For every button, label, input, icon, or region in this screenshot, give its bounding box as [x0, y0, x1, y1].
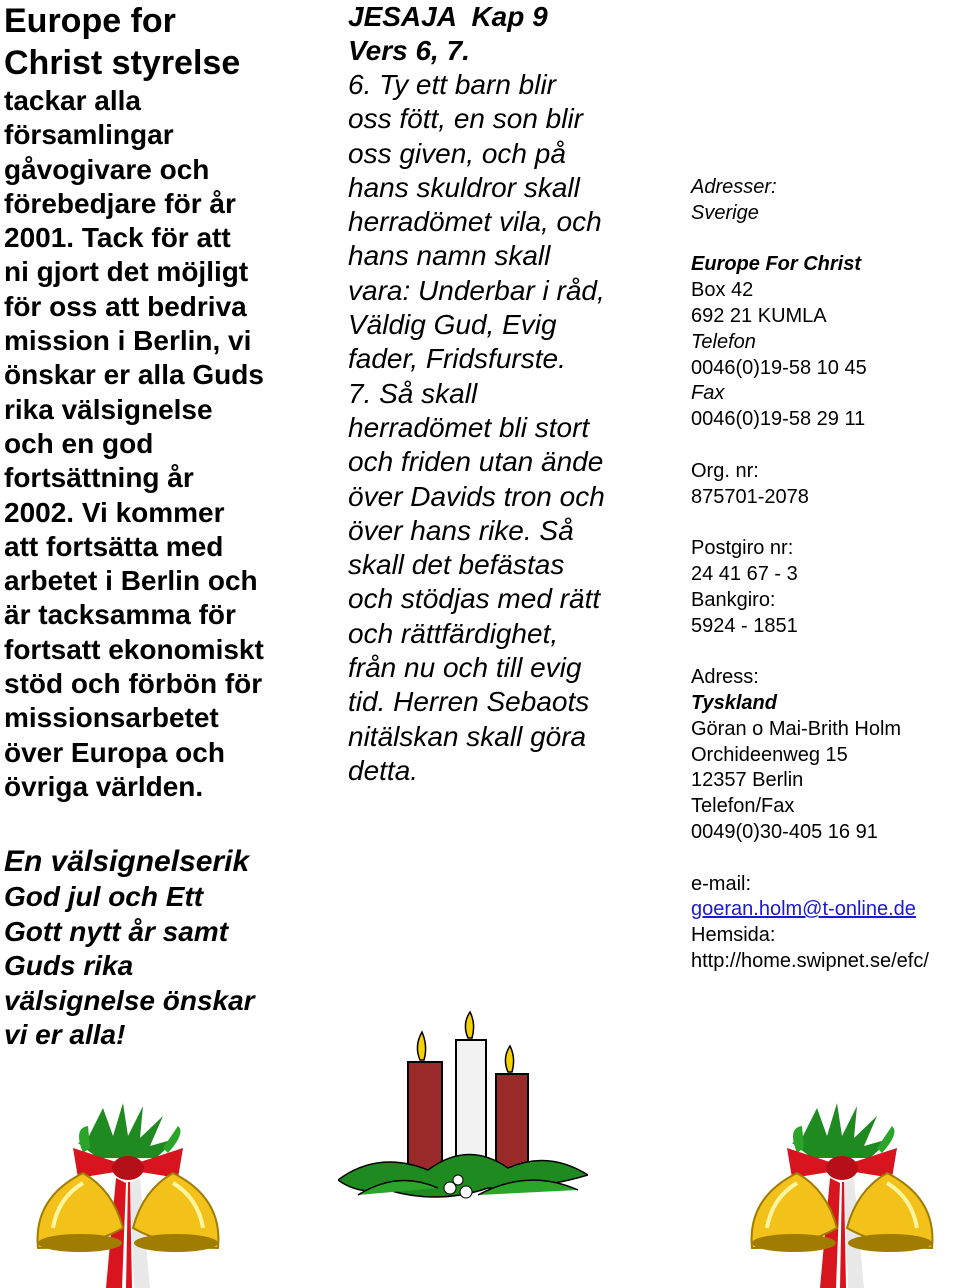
paragraph-line: 2002. Vi kommer [4, 496, 225, 528]
fax-label: Fax [691, 382, 725, 405]
address-column [691, 175, 960, 975]
paragraph-line: stöd och förbön för [4, 668, 263, 700]
verse-line: och stödjas med rätt [348, 583, 601, 615]
verse-line: herradömet vila, och [348, 206, 602, 238]
greeting-line: vi er alla! [4, 1019, 126, 1051]
org-number-label: Org. nr: [691, 459, 759, 482]
verse-line: herradömet bli stort [348, 411, 590, 443]
addresses-label: Adresser: [691, 176, 777, 198]
paragraph-line: över Europa och [4, 736, 225, 768]
verse-line: 6. Ty ett barn blir [348, 69, 557, 100]
blessing-heading: En välsignelserik [4, 845, 250, 879]
christmas-greeting [4, 880, 304, 1053]
verse-line: 7. Så skall [348, 377, 478, 409]
verse-line: Väldig Gud, Evig [348, 309, 557, 341]
email-label: e-mail: [691, 872, 752, 895]
paragraph-line: för oss att bedriva [4, 290, 247, 322]
verse-line: och friden utan ände [348, 446, 604, 478]
board-title [4, 0, 304, 84]
org-number: 875701-2078 [691, 485, 809, 508]
title-line: Europe for [4, 2, 176, 40]
verse-line: fader, Fridsfurste. [348, 343, 566, 375]
paragraph-line: önskar er alla Guds [4, 359, 264, 391]
postgiro-label: Postgiro nr: [691, 537, 794, 560]
greeting-line: God jul och Ett [4, 881, 204, 913]
christmas-bells-right-icon [742, 1098, 942, 1288]
verse-line: och rättfärdighet, [348, 617, 559, 649]
verse-line: vara: Underbar i råd, [348, 274, 605, 306]
address-label: Adress: [691, 666, 759, 689]
verse-line: över Davids tron och [348, 480, 605, 512]
verse-line: hans skuldror skall [348, 171, 580, 203]
postgiro-number: 24 41 67 - 3 [691, 562, 798, 585]
paragraph-line: rika välsignelse [4, 393, 213, 425]
homepage-label: Hemsida: [691, 924, 776, 947]
paragraph-line: fortsatt ekonomiskt [4, 633, 264, 665]
paragraph-line: att fortsätta med [4, 530, 224, 562]
thanks-paragraph [4, 84, 304, 804]
paragraph-line: och en god [4, 427, 154, 459]
germany-label: Tyskland [691, 691, 777, 714]
paragraph-line: förebedjare för år [4, 187, 236, 219]
verse-line: hans namn skall [348, 240, 551, 272]
verse-line: oss given, och på [348, 137, 566, 169]
verse-line: skall det befästas [348, 549, 565, 581]
phone-number: 0046(0)19-58 10 45 [691, 356, 867, 379]
phonefax-number: 0049(0)30-405 16 91 [691, 820, 878, 843]
greeting-line: Guds rika [4, 950, 134, 982]
paragraph-line: fortsättning år [4, 462, 194, 494]
contact-name: Göran o Mai-Brith Holm [691, 717, 902, 740]
sweden-label: Sverige [691, 201, 759, 224]
city-address: 12357 Berlin [691, 769, 804, 792]
greeting-column [4, 0, 304, 1053]
verse-line: detta. [348, 754, 419, 786]
paragraph-line: 2001. Tack för att [4, 222, 231, 254]
advent-candles-icon [338, 1010, 588, 1210]
paragraph-line: mission i Berlin, vi [4, 325, 252, 357]
christmas-bells-left-icon [28, 1098, 228, 1288]
organization-name: Europe For Christ [691, 253, 862, 276]
phone-label: Telefon [691, 330, 756, 353]
fax-number: 0046(0)19-58 29 11 [691, 408, 866, 431]
bankgiro-number: 5924 - 1851 [691, 614, 798, 637]
paragraph-line: arbetet i Berlin och [4, 565, 258, 597]
paragraph-line: missionsarbetet [4, 702, 219, 734]
paragraph-line: övriga världen. [4, 770, 204, 802]
paragraph-line: församlingar [4, 119, 174, 151]
reference-line: JESAJA Kap 9 [348, 1, 548, 32]
bankgiro-label: Bankgiro: [691, 588, 776, 611]
scripture-reference [348, 0, 648, 68]
verse-line: oss fött, en son blir [348, 103, 584, 135]
box-address: Box 42 [691, 279, 754, 302]
verse-line: från nu och till evig [348, 652, 582, 684]
title-line: Christ styrelse [4, 44, 241, 82]
reference-line: Vers 6, 7. [348, 35, 470, 66]
homepage-url: http://home.swipnet.se/efc/ [691, 949, 929, 972]
street-address: Orchideenweg 15 [691, 743, 848, 766]
paragraph-line: ni gjort det möjligt [4, 256, 249, 288]
postal-address: 692 21 KUMLA [691, 304, 827, 327]
phonefax-label: Telefon/Fax [691, 795, 795, 818]
paragraph-line: är tacksamma för [4, 599, 236, 631]
greeting-line: Gott nytt år samt [4, 915, 229, 947]
paragraph-line: gåvogivare och [4, 153, 210, 185]
scripture-verse [348, 68, 648, 788]
scripture-column [348, 0, 648, 788]
email-link[interactable]: goeran.holm@t-online.de [691, 898, 916, 921]
greeting-line: välsignelse önskar [4, 984, 255, 1016]
verse-line: över hans rike. Så [348, 514, 574, 546]
verse-line: nitälskan skall göra [348, 720, 587, 752]
paragraph-line: tackar alla [4, 85, 141, 116]
verse-line: tid. Herren Sebaots [348, 686, 590, 718]
